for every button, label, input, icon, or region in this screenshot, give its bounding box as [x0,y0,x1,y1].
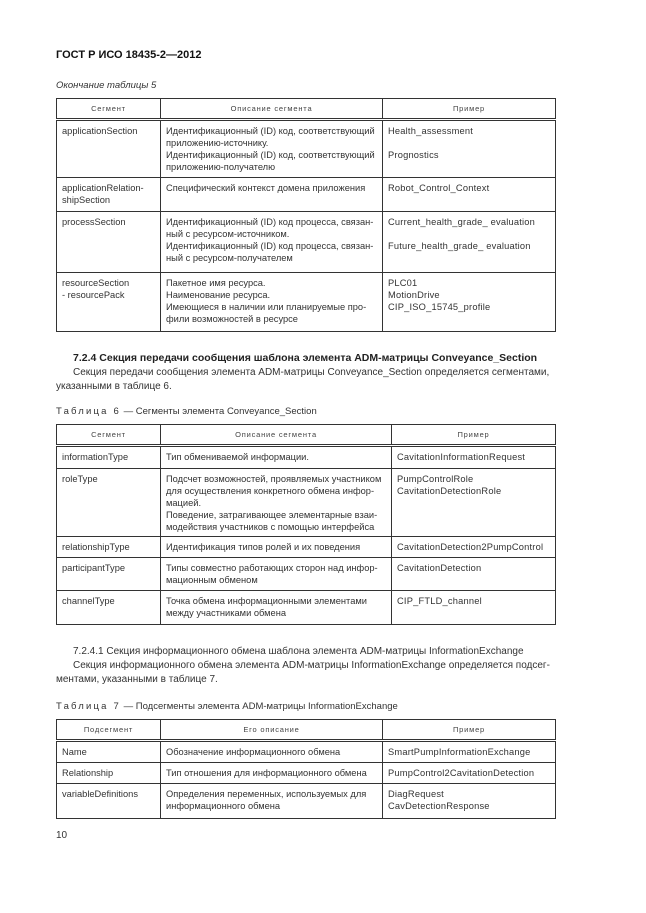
table-row [57,591,556,625]
cell-segment: informationType [57,446,161,469]
section-7-2-4-heading: 7.2.4 Секция передачи сообщения шаблона элемента ADM-матрицы Conveyance_Section [73,352,538,364]
table-row [57,120,556,178]
table-row [57,741,556,763]
table7-caption-text: — Подсегменты элемента ADM-матрицы InformationExchange [120,701,398,712]
header-row [57,720,556,741]
section-7-2-4-1-paragraph: Секция информационного обмена элемента ADM-матрицы InformationExchange определяется подсег-ментами, указанными в таблице 7. [56,660,550,685]
table7-caption-label: Таблица 7 [56,701,121,712]
column-header-segment: Сегмент [57,99,161,120]
column-header-description: Описание сегмента [161,425,392,446]
cell-description: Тип отношения для информационного обмена [161,763,383,784]
cell-segment: channelType [57,591,161,625]
cell-example: Health_assessment Prognostics [383,120,556,178]
table-row [57,469,556,537]
column-header-example: Пример [383,720,556,741]
column-header-segment: Подсегмент [57,720,161,741]
document-code: ГОСТ Р ИСО 18435-2—2012 [56,49,202,61]
section-7-2-4-1-heading: 7.2.4.1 Секция информационного обмена шаблона элемента ADM-матрицы InformationExchange [73,646,524,657]
table-row [57,763,556,784]
table5-caption: Окончание таблицы 5 [56,80,157,91]
column-header-example: Пример [383,99,556,120]
table-row [57,178,556,212]
cell-example: CIP_FTLD_channel [392,591,556,625]
cell-segment: participantType [57,558,161,591]
cell-segment: variableDefinitions [57,784,161,819]
cell-description: Пакетное имя ресурса. Наименование ресурса. Имеющиеся в наличии или планируемые про- фили возможностей в ресурсе [161,273,383,332]
header-row [57,425,556,446]
column-header-description: Его описание [161,720,383,741]
cell-segment: Relationship [57,763,161,784]
page-number: 10 [56,830,68,841]
table6-caption-label: Таблица 6 [56,406,121,417]
table6-caption [56,406,317,417]
cell-description: Идентификация типов ролей и их поведения [161,537,392,558]
column-header-segment: Сегмент [57,425,161,446]
cell-description: Идентификационный (ID) код процесса, связан- ный с ресурсом-источником. Идентификационный (ID) код процесса, связан- ный с ресурсом-получателем [161,212,383,273]
table-row [57,537,556,558]
cell-description: Обозначение информационного обмена [161,741,383,763]
cell-example: CavitationInformationRequest [392,446,556,469]
cell-segment: relationshipType [57,537,161,558]
table-row [57,446,556,469]
table-6 [56,424,556,625]
cell-description: Типы совместно работающих сторон над инфор- мационным обменом [161,558,392,591]
section-7-2-4-paragraph: Секция передачи сообщения элемента ADM-матрицы Conveyance_Section определяется сегментами, указанными в таблице 6. [56,367,550,392]
cell-example: PumpControlRole CavitationDetectionRole [392,469,556,537]
cell-example: Robot_Control_Context [383,178,556,212]
cell-example: SmartPumpInformationExchange [383,741,556,763]
cell-example: CavitationDetection2PumpControl [392,537,556,558]
cell-description: Подсчет возможностей, проявляемых участником для осуществления конкретного обмена инфор- мацией. Поведение, затрагивающее элементарные взаи- модействия участников с помощью интерфейса [161,469,392,537]
table7-caption [56,701,398,712]
cell-segment: processSection [57,212,161,273]
table-5 [56,98,556,332]
table-row [57,212,556,273]
cell-segment: Name [57,741,161,763]
column-header-description: Описание сегмента [161,99,383,120]
cell-segment: applicationSection [57,120,161,178]
table-row [57,784,556,819]
header-row [57,99,556,120]
cell-segment: resourceSection - resourcePack [57,273,161,332]
cell-description: Тип обмениваемой информации. [161,446,392,469]
cell-example: PumpControl2CavitationDetection [383,763,556,784]
cell-description: Определения переменных, используемых для информационного обмена [161,784,383,819]
cell-segment: applicationRelation- shipSection [57,178,161,212]
cell-example: Current_health_grade_ evaluation Future_health_grade_ evaluation [383,212,556,273]
table6-caption-text: — Сегменты элемента Conveyance_Section [120,406,317,417]
cell-description: Точка обмена информационными элементами между участниками обмена [161,591,392,625]
cell-description: Идентификационный (ID) код, соответствующий приложению-источнику. Идентификационный (ID) код, соответствующий приложению-получателю [161,120,383,178]
cell-example: DiagRequest CavDetectionResponse [383,784,556,819]
column-header-example: Пример [392,425,556,446]
cell-example: PLC01 MotionDrive CIP_ISO_15745_profile [383,273,556,332]
table-row [57,558,556,591]
cell-segment: roleType [57,469,161,537]
table-7 [56,719,556,819]
cell-description: Специфический контекст домена приложения [161,178,383,212]
table-row [57,273,556,332]
cell-example: CavitationDetection [392,558,556,591]
